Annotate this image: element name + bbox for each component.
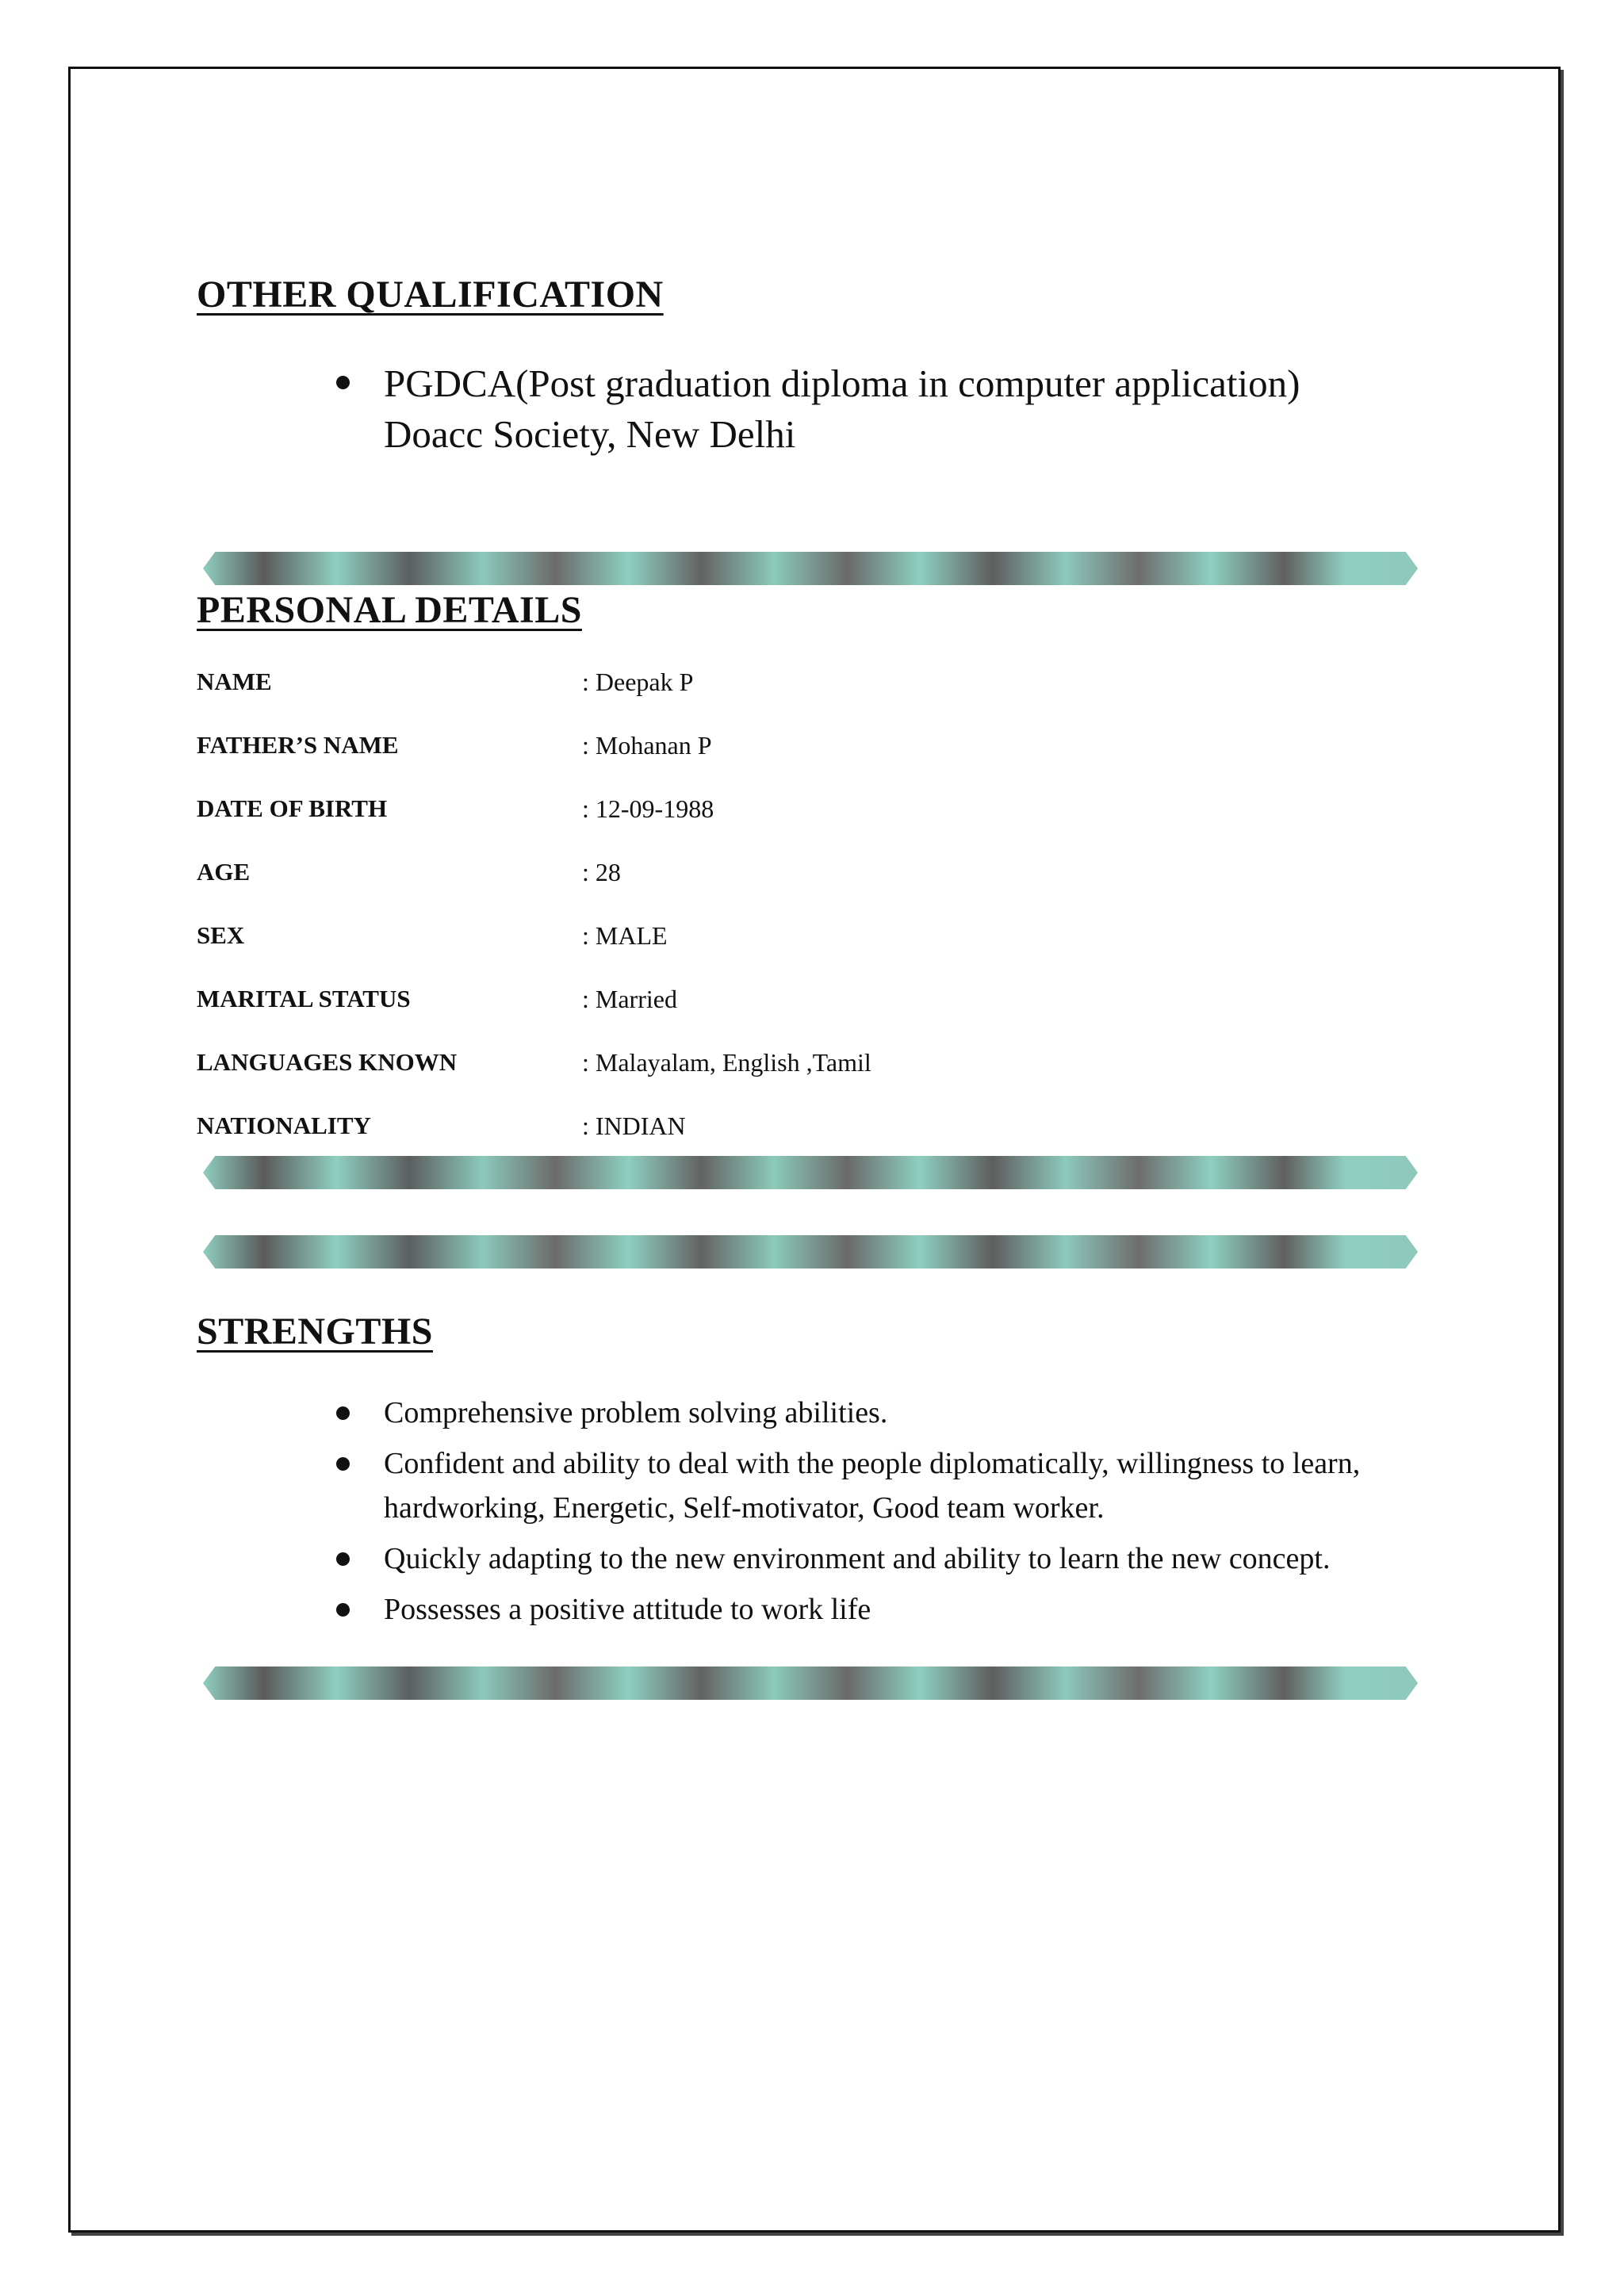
detail-row-fathers-name [197,731,1307,794]
detail-value: : Deepak P [582,668,694,696]
divider-band [203,1667,1418,1700]
personal-details-heading: PERSONAL DETAILS [197,589,582,631]
detail-value: : Malayalam, English ,Tamil [582,1048,871,1077]
detail-value: : MALE [582,921,668,950]
detail-value: : 12-09-1988 [582,794,714,823]
list-item: Quickly adapting to the new environment and ability to learn the new concept. [317,1536,1427,1581]
detail-label: NATIONALITY [197,1112,371,1139]
detail-row-languages [197,1048,1307,1112]
divider-band [203,552,1418,585]
qualification-title: PGDCA(Post graduation diploma in computer application) [384,362,1300,405]
list-item [317,358,1300,460]
divider-band [203,1156,1418,1189]
list-item: Possesses a positive attitude to work life [317,1587,1427,1632]
detail-label: AGE [197,858,251,886]
strengths-heading: STRENGTHS [197,1311,433,1353]
detail-label: SEX [197,921,245,949]
detail-row-age [197,858,1307,921]
list-item: Confident and ability to deal with the people diplomatically, willingness to learn, hardworking, Energetic, Self-motivator, Good team worker. [317,1441,1427,1530]
detail-label: DATE OF BIRTH [197,794,388,822]
detail-row-marital-status [197,985,1307,1048]
personal-details-table [197,668,1307,1175]
detail-label: MARITAL STATUS [197,985,411,1012]
detail-value: : Mohanan P [582,731,712,760]
detail-row-sex [197,921,1307,985]
detail-label: LANGUAGES KNOWN [197,1048,458,1076]
detail-value: : Married [582,985,677,1013]
detail-label: FATHER’S NAME [197,731,399,759]
detail-row-name [197,668,1307,731]
qualification-list [317,358,1300,460]
divider-band [203,1235,1418,1269]
list-item: Comprehensive problem solving abilities. [317,1391,1427,1435]
detail-value: : 28 [582,858,621,886]
detail-label: NAME [197,668,272,695]
detail-value: : INDIAN [582,1112,686,1140]
qualification-institution: Doacc Society, New Delhi [384,412,796,456]
strengths-list [317,1391,1427,1638]
detail-row-date-of-birth [197,794,1307,858]
other-qualification-heading: OTHER QUALIFICATION [197,274,664,316]
